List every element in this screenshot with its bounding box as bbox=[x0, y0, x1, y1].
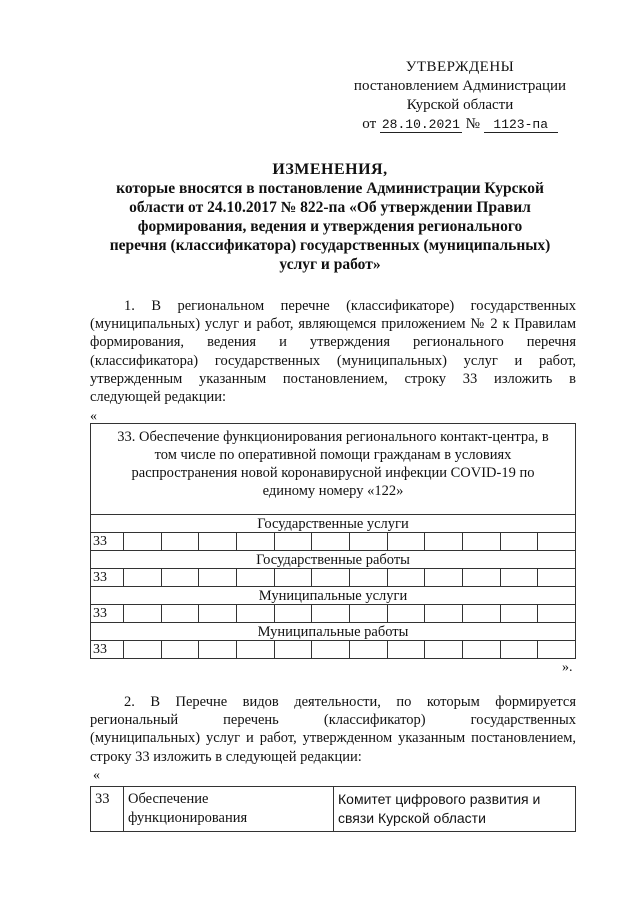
table-row bbox=[90, 604, 576, 623]
table1-title-line: 33. Обеспечение функционирования регионального контакт-центра, в bbox=[117, 429, 549, 445]
table2-activity-line: функционирования bbox=[128, 810, 248, 826]
row-number: 33 bbox=[93, 642, 107, 657]
table1-title-line: распространения новой коронавирусной инфекции COVID-19 по bbox=[131, 465, 535, 481]
title-sub-3: формирования, ведения и утверждения регионального bbox=[137, 218, 523, 235]
approval-line-2: Курской области bbox=[406, 97, 514, 113]
paragraph-2-line: 2. В Перечне видов деятельности, по которым формируется bbox=[124, 694, 576, 710]
table-row bbox=[90, 532, 576, 551]
paragraph-2-line: строку 33 изложить в следующей редакции: bbox=[90, 748, 362, 765]
open-quote-2: « bbox=[93, 768, 100, 783]
paragraph-1 bbox=[90, 297, 576, 406]
paragraph-1-line: 1. В региональном перечне (классификаторе) государственных bbox=[124, 298, 576, 314]
table1-title-line: том числе по оперативной помощи гражданам в условиях bbox=[154, 447, 512, 463]
table2-number: 33 bbox=[95, 791, 110, 807]
table1-title-cell bbox=[90, 423, 576, 515]
table2-authority-line: связи Курской области bbox=[338, 810, 486, 826]
title-sub-2: области от 24.10.2017 № 822-па «Об утверждении Правил bbox=[129, 199, 531, 216]
approval-number-prefix: № bbox=[465, 116, 480, 132]
section-municipal-services: Муниципальные услуги bbox=[90, 586, 576, 605]
table2-row bbox=[90, 786, 576, 832]
title-main: ИЗМЕНЕНИЯ, bbox=[272, 161, 388, 178]
paragraph-1-line: (классификатора) государственных (муниципальных) услуг и работ, bbox=[90, 352, 576, 369]
paragraph-1-line: следующей редакции: bbox=[90, 389, 227, 406]
table1-title-line: единому номеру «122» bbox=[262, 483, 404, 499]
paragraph-2 bbox=[90, 693, 576, 766]
approval-line-1: постановлением Администрации bbox=[353, 78, 567, 94]
row-number: 33 bbox=[93, 534, 107, 549]
paragraph-1-line: (муниципальных) услуг и работ, являющемся приложением № 2 к Правилам bbox=[90, 316, 576, 333]
table2-authority-line: Комитет цифрового развития и bbox=[338, 791, 541, 807]
paragraph-2-line: (муниципальных) услуг и работ, утвержденном указанным постановлением, bbox=[90, 730, 576, 747]
section-municipal-works: Муниципальные работы bbox=[90, 622, 576, 641]
paragraph-1-line: формирования, ведения и утверждения регионального перечня bbox=[90, 334, 576, 351]
approval-date: 28.10.2021 bbox=[381, 117, 460, 132]
section-state-works: Государственные работы bbox=[90, 550, 576, 569]
approval-block bbox=[330, 58, 590, 134]
approval-date-line bbox=[330, 115, 590, 134]
title-sub-4: перечня (классификатора) государственных (муниципальных) bbox=[109, 237, 551, 254]
close-quote-1: ». bbox=[562, 660, 573, 675]
approval-number: 1123-па bbox=[484, 118, 558, 133]
row-number: 33 bbox=[93, 606, 107, 621]
document-title bbox=[100, 160, 560, 274]
section-state-services: Государственные услуги bbox=[90, 514, 576, 533]
table2-activity bbox=[123, 787, 333, 831]
title-sub-5: услуг и работ» bbox=[279, 256, 381, 273]
table-row bbox=[90, 640, 576, 659]
title-sub-1: которые вносятся в постановление Администрации Курской bbox=[116, 180, 544, 197]
paragraph-2-line: региональный перечень (классификатор) государственных bbox=[90, 712, 576, 729]
table2-activity-line: Обеспечение bbox=[128, 791, 209, 807]
approval-from-prefix: от bbox=[362, 116, 377, 132]
row-number: 33 bbox=[93, 570, 107, 585]
open-quote-1: « bbox=[90, 409, 97, 424]
paragraph-1-line: утвержденным указанным постановлением, строку 33 изложить в bbox=[90, 370, 576, 387]
approval-heading: УТВЕРЖДЕНЫ bbox=[405, 59, 515, 75]
table-row bbox=[90, 568, 576, 587]
table2-authority bbox=[333, 787, 575, 831]
